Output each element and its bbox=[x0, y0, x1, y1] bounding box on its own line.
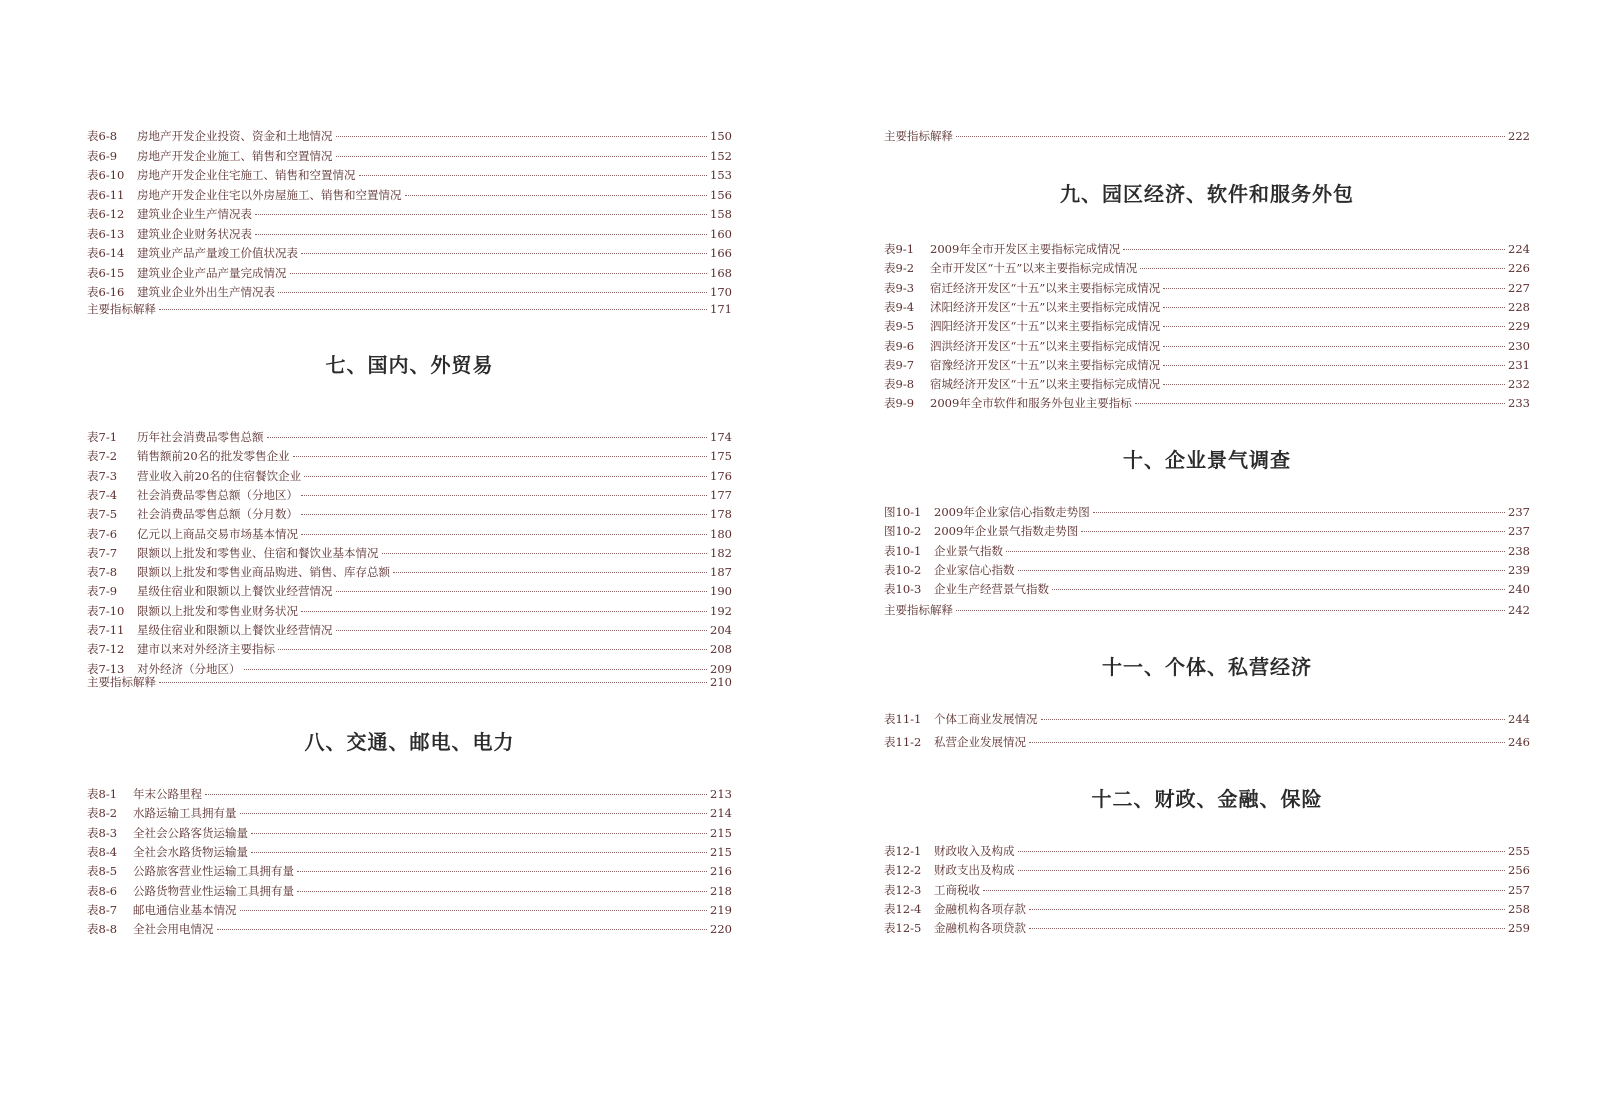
entry-page-number: 226 bbox=[1508, 261, 1530, 276]
dot-leader bbox=[1018, 570, 1506, 571]
dot-leader bbox=[1163, 288, 1505, 289]
entry-page-number: 228 bbox=[1508, 299, 1530, 314]
dot-leader bbox=[244, 669, 708, 670]
entry-page-number: 218 bbox=[710, 883, 732, 898]
toc-note-entry[interactable] bbox=[884, 128, 1530, 144]
entry-code: 表6-9 bbox=[87, 148, 118, 163]
entry-code: 表9-3 bbox=[884, 280, 915, 295]
entry-page-number: 238 bbox=[1508, 543, 1530, 558]
entry-code: 表9-5 bbox=[884, 319, 915, 334]
entry-page-number: 233 bbox=[1508, 396, 1530, 411]
entry-title: 邮电通信业基本情况 bbox=[133, 902, 237, 917]
entry-code: 表9-4 bbox=[884, 299, 915, 314]
entry-page-number: 237 bbox=[1508, 505, 1530, 519]
toc-entry[interactable] bbox=[87, 844, 732, 860]
entry-page-number: 171 bbox=[710, 302, 732, 316]
entry-title: 建筑业产品产量竣工价值状况表 bbox=[137, 246, 298, 260]
entry-title: 泗洪经济开发区“十五”以来主要指标完成情况 bbox=[930, 338, 1161, 353]
entry-page-number: 215 bbox=[710, 825, 732, 840]
entry-code: 表12-4 bbox=[884, 901, 922, 916]
toc-entry[interactable] bbox=[884, 543, 1530, 559]
entry-title: 企业家信心指数 bbox=[934, 562, 1015, 577]
entry-title: 财政支出及构成 bbox=[934, 863, 1015, 878]
entry-page-number: 215 bbox=[710, 844, 732, 859]
entry-title: 限额以上批发和零售业、住宿和餐饮业基本情况 bbox=[137, 545, 379, 560]
toc-note-entry[interactable] bbox=[884, 602, 1530, 618]
entry-page-number: 259 bbox=[1508, 921, 1530, 936]
dot-leader bbox=[983, 890, 1505, 891]
toc-entry[interactable] bbox=[87, 603, 732, 619]
entry-title: 2009年企业景气指数走势图 bbox=[934, 524, 1079, 539]
entry-code: 表10-1 bbox=[884, 543, 922, 558]
toc-note-entry[interactable] bbox=[87, 674, 732, 690]
entry-code: 表7-5 bbox=[87, 507, 118, 522]
dot-leader bbox=[290, 273, 708, 274]
entry-title: 建筑业企业外出生产情况表 bbox=[137, 285, 275, 299]
entry-page-number: 182 bbox=[710, 545, 732, 560]
entry-title: 建市以来对外经济主要指标 bbox=[137, 642, 275, 657]
entry-page-number: 166 bbox=[710, 246, 732, 260]
toc-entry[interactable] bbox=[87, 265, 732, 281]
toc-entry[interactable] bbox=[884, 260, 1530, 276]
toc-entry[interactable] bbox=[87, 128, 732, 144]
toc-entry[interactable] bbox=[884, 734, 1530, 750]
toc-entry[interactable] bbox=[87, 883, 732, 899]
entry-title: 水路运输工具拥有量 bbox=[133, 806, 237, 821]
entry-page-number: 214 bbox=[710, 806, 732, 821]
entry-page-number: 258 bbox=[1508, 901, 1530, 916]
entry-code: 表7-7 bbox=[87, 545, 118, 560]
dot-leader bbox=[301, 514, 707, 515]
entry-title: 财政收入及构成 bbox=[934, 844, 1015, 858]
entry-title: 建筑业企业产品产量完成情况 bbox=[137, 265, 287, 280]
entry-code: 表7-2 bbox=[87, 449, 118, 464]
toc-entry[interactable] bbox=[884, 862, 1530, 878]
dot-leader bbox=[293, 456, 707, 457]
toc-entry[interactable] bbox=[87, 786, 732, 802]
toc-entry[interactable] bbox=[87, 448, 732, 464]
toc-entry[interactable] bbox=[87, 526, 732, 542]
entry-page-number: 178 bbox=[710, 507, 732, 522]
entry-page-number: 222 bbox=[1508, 129, 1530, 143]
entry-code: 表7-3 bbox=[87, 468, 118, 483]
toc-entry[interactable] bbox=[884, 843, 1530, 859]
entry-page-number: 216 bbox=[710, 864, 732, 879]
entry-code: 表8-8 bbox=[87, 922, 118, 937]
section-heading-12: 十二、财政、金融、保险 bbox=[1091, 787, 1323, 811]
entry-title: 金融机构各项存款 bbox=[934, 901, 1026, 916]
toc-entry[interactable] bbox=[87, 825, 732, 841]
dot-leader bbox=[267, 437, 708, 438]
toc-entry[interactable] bbox=[87, 863, 732, 879]
entry-code: 表12-1 bbox=[884, 844, 922, 858]
toc-entry[interactable] bbox=[87, 187, 732, 203]
entry-title: 星级住宿业和限额以上餐饮业经营情况 bbox=[137, 623, 333, 637]
entry-code: 表9-8 bbox=[884, 377, 915, 392]
entry-page-number: 229 bbox=[1508, 319, 1530, 334]
entry-title: 限额以上批发和零售业商品购进、销售、库存总额 bbox=[137, 565, 390, 580]
toc-entry[interactable] bbox=[884, 523, 1530, 539]
entry-title: 销售额前20名的批发零售企业 bbox=[137, 449, 290, 464]
entry-code: 表7-1 bbox=[87, 430, 118, 444]
entry-code: 表6-13 bbox=[87, 226, 125, 241]
dot-leader bbox=[251, 852, 707, 853]
entry-code: 表7-10 bbox=[87, 603, 125, 618]
toc-entry[interactable] bbox=[87, 545, 732, 561]
dot-leader bbox=[1163, 365, 1505, 366]
dot-leader bbox=[1093, 512, 1505, 513]
entry-code: 表8-7 bbox=[87, 902, 118, 917]
entry-title: 主要指标解释 bbox=[884, 603, 953, 617]
entry-page-number: 237 bbox=[1508, 524, 1530, 539]
toc-entry[interactable] bbox=[87, 506, 732, 522]
section-heading-10: 十、企业景气调查 bbox=[1123, 448, 1291, 472]
dot-leader bbox=[1029, 909, 1505, 910]
entry-title: 房地产开发企业施工、销售和空置情况 bbox=[137, 148, 333, 163]
dot-leader bbox=[336, 630, 708, 631]
entry-page-number: 174 bbox=[710, 430, 732, 444]
dot-leader bbox=[1081, 531, 1505, 532]
entry-page-number: 160 bbox=[710, 226, 732, 241]
dot-leader bbox=[297, 891, 707, 892]
entry-title: 主要指标解释 bbox=[87, 675, 156, 689]
entry-code: 表6-16 bbox=[87, 285, 125, 299]
entry-title: 个体工商业发展情况 bbox=[934, 712, 1038, 726]
entry-page-number: 240 bbox=[1508, 582, 1530, 597]
dot-leader bbox=[240, 813, 708, 814]
entry-page-number: 220 bbox=[710, 922, 732, 937]
entry-title: 宿城经济开发区“十五”以来主要指标完成情况 bbox=[930, 377, 1161, 392]
dot-leader bbox=[304, 476, 707, 477]
entry-title: 建筑业企业生产情况表 bbox=[137, 207, 252, 221]
entry-code: 表7-11 bbox=[87, 623, 125, 637]
entry-code: 图10-1 bbox=[884, 505, 922, 519]
dot-leader bbox=[1041, 719, 1506, 720]
entry-page-number: 204 bbox=[710, 623, 732, 637]
entry-code: 表10-2 bbox=[884, 562, 922, 577]
toc-entry[interactable] bbox=[884, 395, 1530, 411]
entry-title: 企业景气指数 bbox=[934, 543, 1003, 558]
entry-page-number: 170 bbox=[710, 285, 732, 299]
entry-code: 表7-12 bbox=[87, 642, 125, 657]
entry-title: 星级住宿业和限额以上餐饮业经营情况 bbox=[137, 584, 333, 599]
entry-page-number: 255 bbox=[1508, 844, 1530, 858]
dot-leader bbox=[1018, 870, 1506, 871]
entry-code: 表9-1 bbox=[884, 242, 915, 256]
toc-entry[interactable] bbox=[87, 564, 732, 580]
dot-leader bbox=[956, 136, 1505, 137]
entry-title: 2009年企业家信心指数走势图 bbox=[934, 505, 1090, 519]
toc-entry[interactable] bbox=[87, 468, 732, 484]
toc-entry[interactable] bbox=[884, 920, 1530, 936]
entry-page-number: 242 bbox=[1508, 603, 1530, 617]
toc-entry[interactable] bbox=[87, 641, 732, 657]
dot-leader bbox=[1135, 403, 1505, 404]
entry-page-number: 180 bbox=[710, 526, 732, 541]
dot-leader bbox=[405, 195, 708, 196]
entry-page-number: 232 bbox=[1508, 377, 1530, 392]
entry-title: 亿元以上商品交易市场基本情况 bbox=[137, 526, 298, 541]
entry-page-number: 256 bbox=[1508, 863, 1530, 878]
dot-leader bbox=[393, 572, 707, 573]
dot-leader bbox=[301, 495, 707, 496]
entry-title: 营业收入前20名的住宿餐饮企业 bbox=[137, 468, 302, 483]
toc-entry[interactable] bbox=[884, 338, 1530, 354]
entry-page-number: 187 bbox=[710, 565, 732, 580]
entry-title: 年末公路里程 bbox=[133, 787, 202, 801]
entry-code: 表8-6 bbox=[87, 883, 118, 898]
toc-entry[interactable] bbox=[87, 226, 732, 242]
dot-leader bbox=[1018, 851, 1506, 852]
toc-entry[interactable] bbox=[884, 357, 1530, 373]
dot-leader bbox=[336, 136, 708, 137]
toc-entry[interactable] bbox=[87, 148, 732, 164]
entry-page-number: 210 bbox=[710, 675, 732, 689]
dot-leader bbox=[301, 253, 707, 254]
dot-leader bbox=[297, 871, 707, 872]
entry-code: 表6-10 bbox=[87, 168, 125, 182]
entry-code: 表8-1 bbox=[87, 787, 118, 801]
toc-entry[interactable] bbox=[87, 167, 732, 183]
dot-leader bbox=[278, 292, 707, 293]
toc-note-entry[interactable] bbox=[87, 301, 732, 317]
entry-title: 工商税收 bbox=[934, 882, 980, 897]
toc-entry[interactable] bbox=[87, 921, 732, 937]
toc-entry[interactable] bbox=[87, 487, 732, 503]
entry-code: 表11-2 bbox=[884, 735, 922, 749]
entry-code: 表6-8 bbox=[87, 129, 118, 143]
entry-code: 表8-4 bbox=[87, 844, 118, 859]
entry-code: 表7-8 bbox=[87, 565, 118, 580]
entry-page-number: 244 bbox=[1508, 712, 1530, 726]
section-heading-9: 九、园区经济、软件和服务外包 bbox=[1060, 182, 1354, 206]
toc-entry[interactable] bbox=[884, 318, 1530, 334]
toc-entry[interactable] bbox=[87, 284, 732, 300]
dot-leader bbox=[278, 649, 707, 650]
entry-title: 建筑业企业财务状况表 bbox=[137, 226, 252, 241]
dot-leader bbox=[159, 309, 707, 310]
entry-page-number: 239 bbox=[1508, 562, 1530, 577]
toc-entry[interactable] bbox=[884, 280, 1530, 296]
entry-title: 主要指标解释 bbox=[87, 302, 156, 316]
entry-title: 公路旅客营业性运输工具拥有量 bbox=[133, 864, 294, 879]
entry-page-number: 246 bbox=[1508, 735, 1530, 749]
entry-code: 表9-2 bbox=[884, 261, 915, 276]
entry-page-number: 231 bbox=[1508, 357, 1530, 372]
entry-page-number: 150 bbox=[710, 129, 732, 143]
entry-page-number: 224 bbox=[1508, 242, 1530, 256]
dot-leader bbox=[255, 234, 707, 235]
entry-title: 社会消费品零售总额（分地区） bbox=[137, 487, 298, 502]
entry-title: 全社会公路客货运输量 bbox=[133, 825, 248, 840]
entry-title: 金融机构各项贷款 bbox=[934, 921, 1026, 936]
dot-leader bbox=[956, 610, 1505, 611]
toc-entry[interactable] bbox=[87, 206, 732, 222]
dot-leader bbox=[217, 929, 708, 930]
entry-code: 表7-9 bbox=[87, 584, 118, 599]
entry-code: 表6-15 bbox=[87, 265, 125, 280]
entry-page-number: 177 bbox=[710, 487, 732, 502]
entry-title: 2009年全市软件和服务外包业主要指标 bbox=[930, 396, 1132, 411]
entry-code: 表11-1 bbox=[884, 712, 922, 726]
entry-page-number: 156 bbox=[710, 187, 732, 202]
toc-entry[interactable] bbox=[884, 882, 1530, 898]
toc-entry[interactable] bbox=[87, 583, 732, 599]
dot-leader bbox=[1052, 589, 1505, 590]
toc-entry[interactable] bbox=[884, 299, 1530, 315]
entry-page-number: 227 bbox=[1508, 280, 1530, 295]
entry-page-number: 176 bbox=[710, 468, 732, 483]
entry-title: 沭阳经济开发区“十五”以来主要指标完成情况 bbox=[930, 299, 1161, 314]
entry-page-number: 209 bbox=[710, 661, 732, 676]
dot-leader bbox=[1029, 742, 1505, 743]
dot-leader bbox=[159, 682, 707, 683]
dot-leader bbox=[382, 553, 708, 554]
toc-entry[interactable] bbox=[884, 562, 1530, 578]
entry-code: 表9-7 bbox=[884, 357, 915, 372]
entry-title: 全市开发区“十五”以来主要指标完成情况 bbox=[930, 261, 1138, 276]
entry-title: 宿迁经济开发区“十五”以来主要指标完成情况 bbox=[930, 280, 1161, 295]
dot-leader bbox=[1163, 346, 1505, 347]
entry-title: 公路货物营业性运输工具拥有量 bbox=[133, 883, 294, 898]
entry-title: 主要指标解释 bbox=[884, 129, 953, 143]
toc-entry[interactable] bbox=[87, 805, 732, 821]
dot-leader bbox=[301, 611, 707, 612]
entry-code: 表7-13 bbox=[87, 661, 125, 676]
dot-leader bbox=[1163, 326, 1505, 327]
toc-entry[interactable] bbox=[884, 711, 1530, 727]
entry-page-number: 257 bbox=[1508, 882, 1530, 897]
entry-page-number: 152 bbox=[710, 148, 732, 163]
dot-leader bbox=[336, 591, 708, 592]
entry-code: 表12-2 bbox=[884, 863, 922, 878]
toc-entry[interactable] bbox=[884, 241, 1530, 257]
entry-code: 表7-4 bbox=[87, 487, 118, 502]
entry-title: 企业生产经营景气指数 bbox=[934, 582, 1049, 597]
section-heading-8: 八、交通、邮电、电力 bbox=[304, 730, 515, 754]
entry-code: 表12-3 bbox=[884, 882, 922, 897]
dot-leader bbox=[359, 175, 708, 176]
dot-leader bbox=[336, 156, 708, 157]
entry-code: 表8-5 bbox=[87, 864, 118, 879]
entry-page-number: 190 bbox=[710, 584, 732, 599]
entry-title: 2009年全市开发区主要指标完成情况 bbox=[930, 242, 1121, 256]
entry-title: 全社会水路货物运输量 bbox=[133, 844, 248, 859]
entry-page-number: 208 bbox=[710, 642, 732, 657]
dot-leader bbox=[1140, 268, 1505, 269]
entry-code: 表8-2 bbox=[87, 806, 118, 821]
entry-code: 表9-9 bbox=[884, 396, 915, 411]
entry-page-number: 153 bbox=[710, 168, 732, 182]
entry-title: 全社会用电情况 bbox=[133, 922, 214, 937]
section-heading-11: 十一、个体、私营经济 bbox=[1102, 655, 1312, 679]
entry-code: 表9-6 bbox=[884, 338, 915, 353]
toc-entry[interactable] bbox=[884, 901, 1530, 917]
toc-entry[interactable] bbox=[87, 902, 732, 918]
entry-code: 表12-5 bbox=[884, 921, 922, 936]
entry-title: 社会消费品零售总额（分月数） bbox=[137, 507, 298, 522]
entry-page-number: 192 bbox=[710, 603, 732, 618]
entry-page-number: 219 bbox=[710, 902, 732, 917]
dot-leader bbox=[205, 794, 707, 795]
dot-leader bbox=[301, 534, 707, 535]
dot-leader bbox=[255, 214, 707, 215]
entry-page-number: 158 bbox=[710, 207, 732, 221]
entry-title: 房地产开发企业投资、资金和土地情况 bbox=[137, 129, 333, 143]
entry-code: 表10-3 bbox=[884, 582, 922, 597]
toc-entry[interactable] bbox=[884, 581, 1530, 597]
entry-code: 表6-14 bbox=[87, 246, 125, 260]
entry-title: 泗阳经济开发区“十五”以来主要指标完成情况 bbox=[930, 319, 1161, 334]
entry-page-number: 168 bbox=[710, 265, 732, 280]
dot-leader bbox=[240, 910, 708, 911]
toc-entry[interactable] bbox=[87, 245, 732, 261]
entry-page-number: 175 bbox=[710, 449, 732, 464]
toc-entry[interactable] bbox=[884, 376, 1530, 392]
entry-page-number: 230 bbox=[1508, 338, 1530, 353]
entry-title: 对外经济（分地区） bbox=[137, 661, 241, 676]
entry-title: 房地产开发企业住宅以外房屋施工、销售和空置情况 bbox=[137, 187, 402, 202]
entry-title: 宿豫经济开发区“十五”以来主要指标完成情况 bbox=[930, 357, 1161, 372]
entry-code: 表6-11 bbox=[87, 187, 125, 202]
entry-title: 私营企业发展情况 bbox=[934, 735, 1026, 749]
entry-page-number: 213 bbox=[710, 787, 732, 801]
entry-title: 历年社会消费品零售总额 bbox=[137, 430, 264, 444]
toc-entry[interactable] bbox=[884, 504, 1530, 520]
section-heading-7: 七、国内、外贸易 bbox=[325, 353, 494, 377]
entry-code: 表6-12 bbox=[87, 207, 125, 221]
dot-leader bbox=[251, 833, 707, 834]
entry-code: 图10-2 bbox=[884, 524, 922, 539]
toc-entry[interactable] bbox=[87, 429, 732, 445]
entry-title: 房地产开发企业住宅施工、销售和空置情况 bbox=[137, 168, 356, 182]
dot-leader bbox=[1163, 384, 1505, 385]
dot-leader bbox=[1123, 249, 1505, 250]
entry-code: 表8-3 bbox=[87, 825, 118, 840]
dot-leader bbox=[1006, 551, 1505, 552]
entry-code: 表7-6 bbox=[87, 526, 118, 541]
dot-leader bbox=[1163, 307, 1505, 308]
toc-entry[interactable] bbox=[87, 622, 732, 638]
entry-title: 限额以上批发和零售业财务状况 bbox=[137, 603, 298, 618]
dot-leader bbox=[1029, 928, 1505, 929]
